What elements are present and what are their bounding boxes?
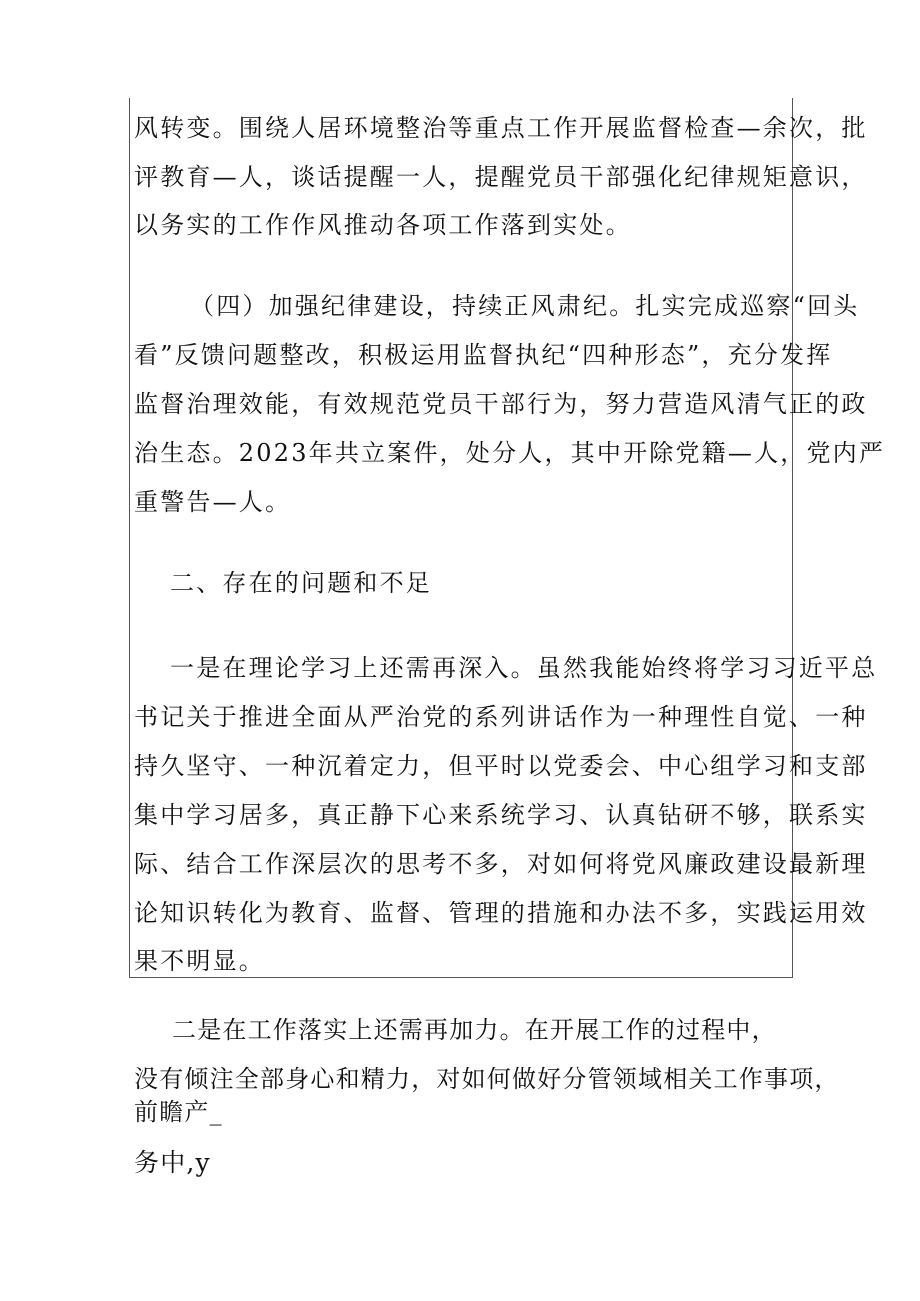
paragraph-line: 风转变。围绕人居环境整治等重点工作开展监督检查—余次，批 <box>134 114 868 142</box>
paragraph-line: （四）加强纪律建设，持续正风肃纪。扎实完成巡察“回头 <box>190 292 860 320</box>
paragraph-line: 前瞻产_ <box>134 1098 223 1126</box>
paragraph-line: 以务实的工作作风推动各项工作落到实处。 <box>134 211 632 239</box>
paragraph-line: 看”反馈问题整改，积极运用监督执纪“四种形态”，充分发挥 <box>134 341 833 369</box>
paragraph-line: 没有倾注全部身心和精力，对如何做好分管领域相关工作事项， <box>134 1065 840 1093</box>
paragraph-line: 治生态。2023年共立案件，处分人，其中开除党籍—人，党内严 <box>134 439 886 467</box>
paragraph-line: 评教育—人，谈话提醒一人，提醒党员干部强化纪律规矩意识， <box>134 163 868 191</box>
paragraph-line: 持久坚守、一种沉着定力，但平时以党委会、中心组学习和支部 <box>134 752 868 780</box>
paragraph-line: 集中学习居多，真正静下心来系统学习、认真钻研不够，联系实 <box>134 801 868 829</box>
paragraph-line: 书记关于推进全面从严治党的系列讲话作为一种理性自觉、一种 <box>134 703 868 731</box>
paragraph-line: 一是在理论学习上还需再深入。虽然我能始终将学习习近平总 <box>170 654 878 682</box>
paragraph-line: 重警告—人。 <box>134 488 292 516</box>
paragraph-line: 监督治理效能，有效规范党员干部行为，努力营造风清气正的政 <box>134 390 868 418</box>
paragraph-line: 务中,y <box>134 1148 211 1177</box>
section-heading: 二、存在的问题和不足 <box>170 569 432 597</box>
paragraph-line: 论知识转化为教育、监督、管理的措施和办法不多，实践运用效 <box>134 899 868 927</box>
paragraph-line: 果不明显。 <box>134 947 265 975</box>
paragraph-line: 际、结合工作深层次的思考不多，对如何将党风廉政建设最新理 <box>134 850 868 878</box>
paragraph-line: 二是在工作落实上还需再加力。在开展工作的过程中， <box>172 1016 777 1044</box>
